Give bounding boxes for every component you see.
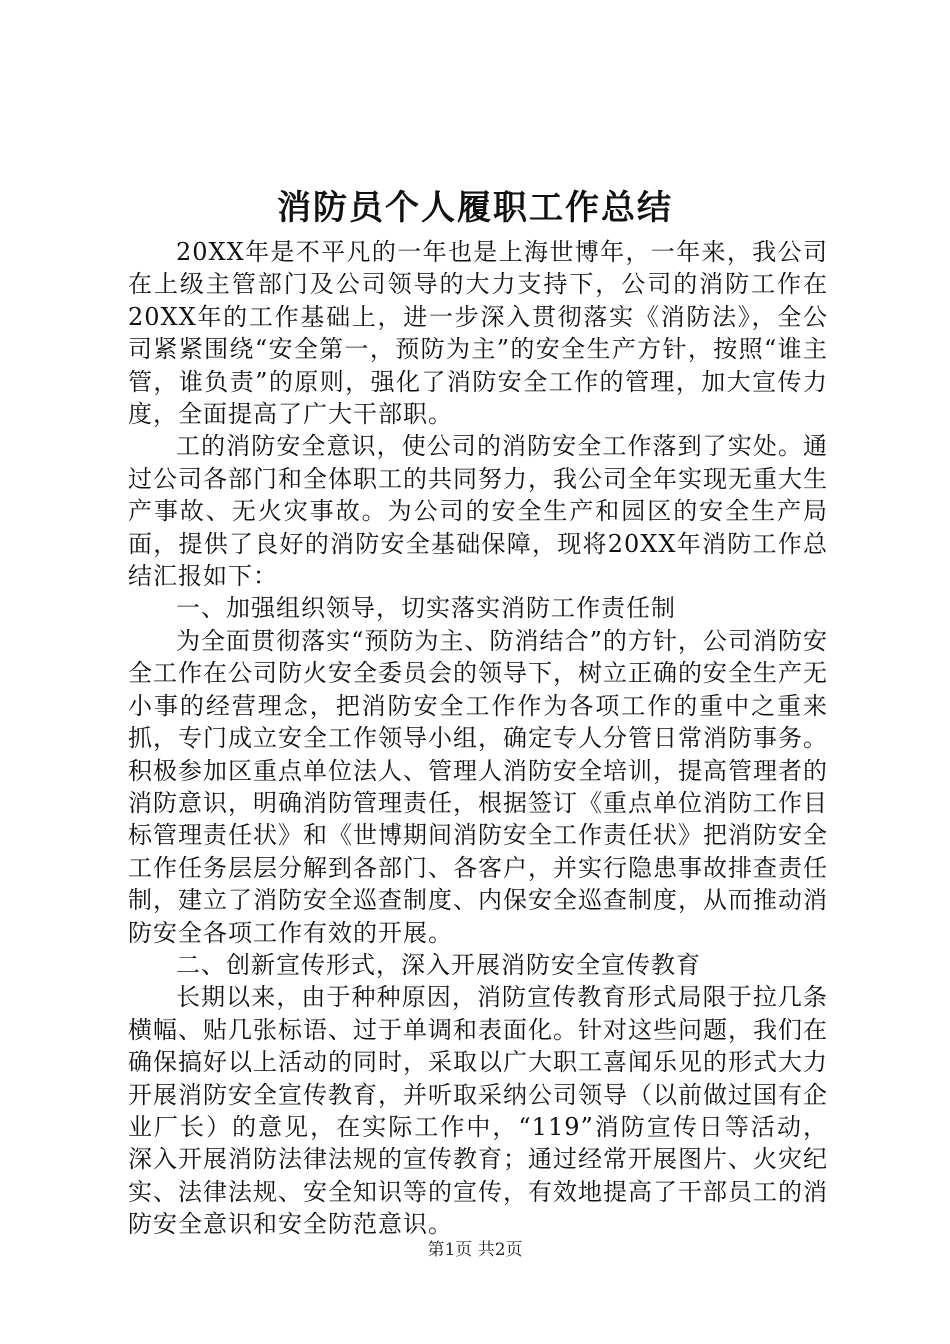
- document-body: [128, 236, 828, 1241]
- document-title: 消防员个人履职工作总结: [277, 188, 673, 228]
- page-number-footer: 第1页 共2页: [427, 1240, 523, 1260]
- paragraph-summary: 工的消防安全意识，使公司的消防安全工作落到了实处。通过公司各部门和全体职工的共同努力，我公司全年实现无重大生产事故、无火灾事故。为公司的安全生产和园区的安全生产局面，提供了良好的消防安全基础保障，现将20XX年消防工作总结汇报如下：: [128, 432, 828, 591]
- section-heading-2: 二、创新宣传形式，深入开展消防安全宣传教育: [176, 950, 701, 979]
- paragraph-section-1: 为全面贯彻落实“预防为主、防消结合”的方针，公司消防安全工作在公司防火安全委员会的领导下，树立正确的安全生产无小事的经营理念，把消防安全工作作为各项工作的重中之重来抓，专门成立安全工作领导小组，确定专人分管日常消防事务。积极参加区重点单位法人、管理人消防安全培训，提高管理者的消防意识，明确消防管理责任，根据签订《重点单位消防工作目标管理责任状》和《世博期间消防安全工作责任状》把消防安全工作任务层层分解到各部门、各客户，并实行隐患事故排查责任制，建立了消防安全巡查制度、内保安全巡查制度，从而推动消防安全各项工作有效的开展。: [128, 626, 828, 947]
- section-heading-1: 一、加强组织领导，切实落实消防工作责任制: [176, 594, 676, 623]
- paragraph-intro: 20XX年是不平凡的一年也是上海世博年，一年来，我公司在上级主管部门及公司领导的大力支持下，公司的消防工作在20XX年的工作基础上，进一步深入贯彻落实《消防法》，全公司紧紧围绕“安全第一，预防为主”的安全生产方针，按照“谁主管，谁负责”的原则，强化了消防安全工作的管理，加大宣传力度，全面提高了广大干部职。: [128, 238, 828, 429]
- paragraph-section-2: 长期以来，由于种种原因，消防宣传教育形式局限于拉几条横幅、贴几张标语、过于单调和表面化。针对这些问题，我们在确保搞好以上活动的同时，采取以广大职工喜闻乐见的形式大力开展消防安全宣传教育，并听取采纳公司领导（以前做过国有企业厂长）的意见，在实际工作中，“119”消防宣传日等活动，深入开展消防法律法规的宣传教育；通过经常开展图片、火灾纪实、法律法规、安全知识等的宣传，有效地提高了干部员工的消防安全意识和安全防范意识。: [128, 983, 828, 1239]
